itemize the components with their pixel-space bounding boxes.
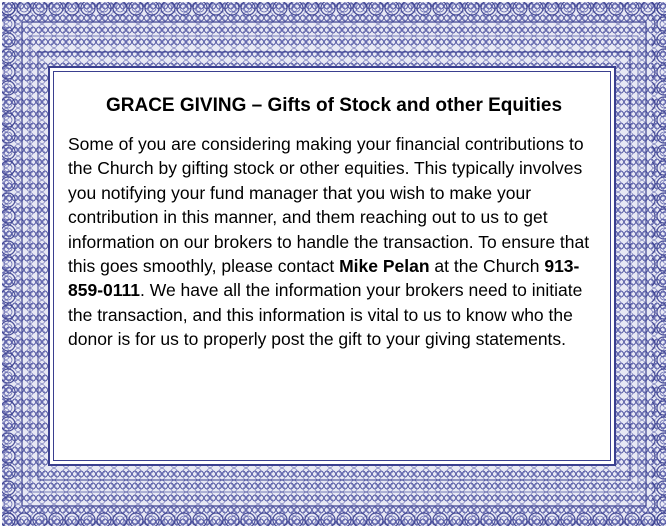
page-title: GRACE GIVING – Gifts of Stock and other Equities — [105, 95, 563, 116]
paragraph-text-2: at the Church — [429, 256, 545, 277]
body-paragraph — [68, 132, 608, 352]
paragraph-text-3: . We have all the information your brokers need to initiate the transaction, and this information is vital to us to know who the donor is for us to properly post the gift to your giving statements. — [68, 280, 583, 350]
contact-phone: 913-859-0111 — [68, 256, 580, 301]
contact-name: Mike Pelan — [339, 256, 430, 277]
paragraph-text-1: Some of you are considering making your financial contributions to the Church by gifting stock or other equities. This typically involves you notifying your fund manager that you wish to make your contribution in this manner, and them reaching out to us to get information on our brokers to handle the transaction. To ensure that this goes smoothly, please contact — [68, 134, 590, 277]
